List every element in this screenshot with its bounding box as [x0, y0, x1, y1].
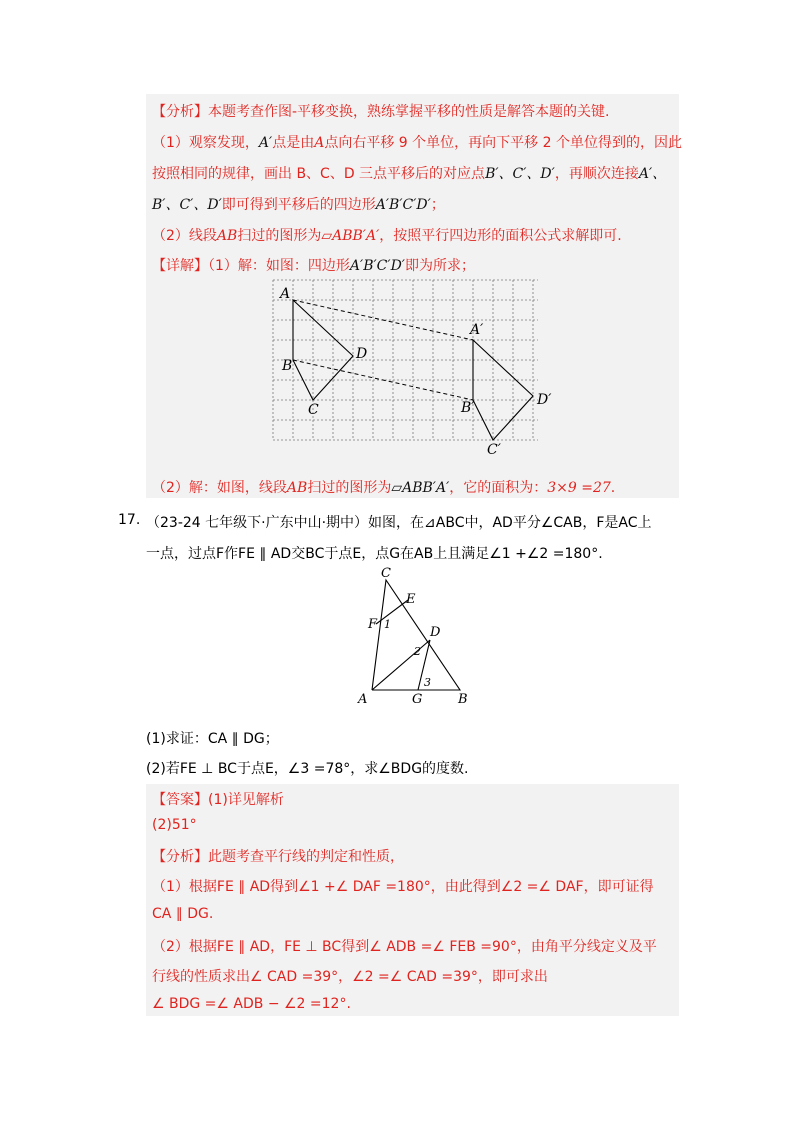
- ans2-text-b: 扫过的图形为: [307, 480, 392, 496]
- answer-tag: 【答案】: [152, 792, 208, 808]
- q17-sub1: (1)求证：CA ∥ DG；: [146, 731, 279, 747]
- p3-points: B′、C′、D′: [152, 197, 222, 213]
- p3-quad: A′B′C′D′: [375, 197, 431, 213]
- p4-text-b: 扫过的图形为: [237, 228, 322, 244]
- q16-p1: [152, 132, 682, 152]
- q17-a1b: CA ∥ DG.: [152, 906, 214, 922]
- detail-end: 即为所求；: [404, 258, 475, 274]
- label-a2: A′: [470, 322, 484, 338]
- q17-analysis-intro: 此题考查平行线的判定和性质，: [208, 849, 404, 865]
- ans2-calc: 3×9 =27: [547, 480, 611, 496]
- q17-answer2: (2)51°: [152, 817, 197, 833]
- detail-tag: 【详解】: [152, 258, 208, 274]
- quad-a2b2c2d2: [473, 340, 533, 440]
- p3-text: 即可得到平移后的四边形: [221, 197, 376, 213]
- q17-triangle-figure: [350, 562, 490, 710]
- q17-a2b: 行线的性质求出∠ CAD =39°，∠2 =∠ CAD =39°，即可求出: [152, 969, 548, 985]
- ans2-end: .: [610, 480, 616, 496]
- p4-parallelogram: ▱ABB′A′: [321, 228, 380, 244]
- q17-a2c: ∠ BDG =∠ ADB − ∠2 =12°.: [152, 996, 351, 1012]
- label-d2-outer: D′: [537, 392, 552, 408]
- fig-label-2: 2: [414, 645, 421, 658]
- p4-text-c: ，按照平行四边形的面积公式求解即可.: [379, 228, 622, 244]
- ans2-segment: AB: [286, 480, 308, 496]
- q17-a1: （1）根据FE ∥ AD得到∠1 +∠ DAF =180°，由此得到∠2 =∠ DAF，即可证得: [152, 879, 654, 895]
- q16-p3: [152, 194, 445, 214]
- segment-ad: [372, 640, 430, 690]
- p4-text-a: （2）线段: [152, 228, 217, 244]
- fig-label-c: C: [381, 566, 391, 581]
- q16-p4: [152, 225, 622, 245]
- p2-end: ，再顺次连接: [554, 166, 639, 182]
- detail-text: （1）解：如图：四边形: [208, 258, 350, 274]
- label-b2: B′: [461, 400, 475, 416]
- fig-label-b: B: [458, 692, 468, 707]
- q17-analysis-tag: 【分析】: [152, 849, 208, 865]
- q16-detail: [152, 255, 475, 275]
- p2-text: 按照相同的规律，画出 B、C、D 三点平移后的对应点: [152, 166, 486, 182]
- q16-grid-figure: [268, 278, 544, 444]
- q17-a2: （2）根据FE ∥ AD，FE ⊥ BC得到∠ ADB =∠ FEB =90°，由角平分线定义及平: [152, 939, 657, 955]
- answer-1: (1)详见解析: [208, 792, 284, 808]
- analysis-intro: 本题考查作图-平移变换，熟练掌握平移的性质是解答本题的关键.: [208, 104, 610, 120]
- q16-analysis-line: [152, 101, 610, 121]
- ans2-text-a: （2）解：如图，线段: [152, 480, 287, 496]
- p2-points: B′、C′、D′: [485, 166, 555, 182]
- ans2-parallelogram: ▱ABB′A′: [391, 480, 450, 496]
- q17-line1: （23-24 七年级下·广东中山·期中）如图，在⊿ABC中，AD平分∠CAB，F是AC上: [146, 515, 652, 531]
- p4-segment: AB: [216, 228, 238, 244]
- ans2-text-c: ，它的面积为：: [449, 480, 548, 496]
- triangle-abc: [372, 580, 460, 690]
- fig-label-1: 1: [384, 618, 391, 631]
- fig-label-3: 3: [424, 676, 431, 689]
- fig-label-a: A: [358, 692, 368, 707]
- p2-point-a: A′、: [638, 166, 667, 182]
- p1-point-a: A: [314, 135, 325, 151]
- detail-quad: A′B′C′D′: [349, 258, 405, 274]
- label-b: B: [282, 358, 293, 374]
- q16-p2: [152, 163, 666, 183]
- fig-label-e: E: [406, 592, 416, 607]
- p3-end: ；: [430, 197, 445, 213]
- p1-text-e: 点向右平移 9 个单位，再向下平移 2 个单位得到的，因此: [324, 135, 682, 151]
- analysis-tag: 【分析】: [152, 104, 208, 120]
- label-d: D: [356, 346, 368, 362]
- p1-point: A′: [258, 135, 273, 151]
- p1-text-c: 点是由: [272, 135, 315, 151]
- fig-label-f: F: [368, 617, 378, 632]
- quad-abcd: [293, 300, 353, 400]
- label-c: C: [308, 402, 319, 418]
- q17-number: 17.: [118, 512, 141, 528]
- p1-text-a: （1）观察发现，: [152, 135, 259, 151]
- fig-label-d: D: [430, 625, 441, 640]
- label-c2-outer: C′: [487, 442, 501, 458]
- segment-fe: [376, 600, 408, 624]
- q17-analysis-line: [152, 846, 404, 866]
- q17-answer-line: [152, 789, 284, 809]
- q16-answer2: [152, 477, 615, 497]
- q17-sub2: (2)若FE ⊥ BC于点E，∠3 =78°，求∠BDG的度数.: [146, 761, 469, 777]
- q17-line2: 一点，过点F作FE ∥ AD交BC于点E，点G在AB上且满足∠1 +∠2 =180°.: [146, 546, 603, 562]
- label-a: A: [280, 286, 291, 302]
- fig-label-g: G: [412, 692, 423, 707]
